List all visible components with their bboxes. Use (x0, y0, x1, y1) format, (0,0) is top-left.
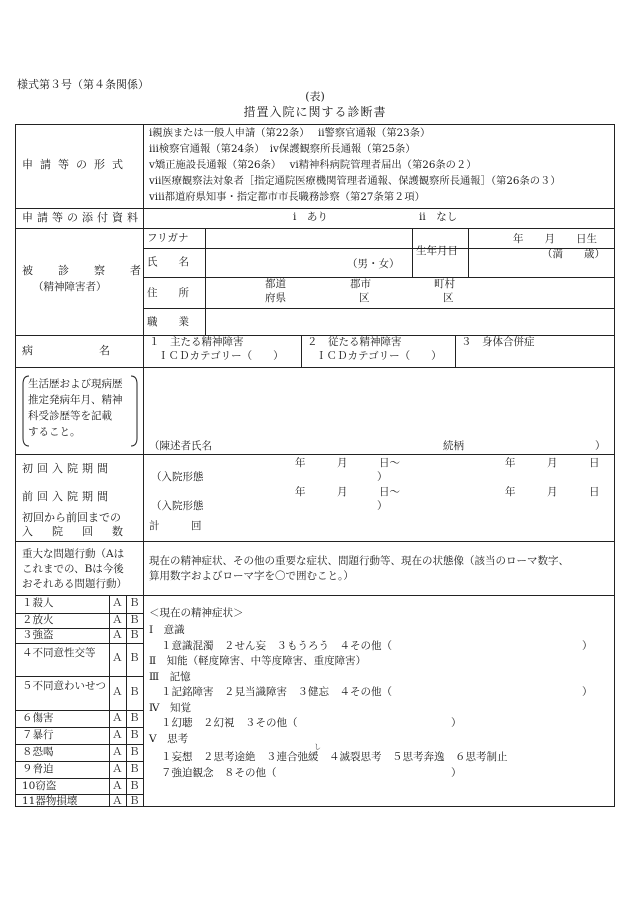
table-border (143, 124, 144, 807)
occupation-label: 職 業 (147, 316, 189, 328)
option-a: Ａ (112, 686, 123, 698)
problem-item: 11器物損壊 (22, 795, 78, 807)
diagnosis-form (15, 124, 615, 807)
problem-item: ４不同意性交等 (22, 647, 96, 659)
thought-items: １妄想 ２思考途絶 ３連合弛緩 ４滅裂思考 ５思考奔逸 ６思考制止 (161, 751, 508, 763)
option-a: Ａ (112, 712, 123, 724)
table-border (468, 228, 469, 278)
table-border (455, 335, 456, 367)
history-instruction-line: 科受診歴等を記載 (28, 410, 112, 422)
ruby-annotation: し (314, 743, 321, 751)
consciousness-title: Ⅰ 意識 (149, 624, 185, 636)
option-a: Ａ (112, 795, 123, 807)
consciousness-items: １意識混濁 ２せん妄 ３もうろう ４その他（ (161, 640, 392, 652)
problem-item: １殺人 (22, 597, 54, 609)
previous-admission-to: 年 月 日 (505, 486, 600, 498)
application-option: ⅲ検察官通報（第24条） ⅳ保護観察所長通報（第25条） (149, 143, 416, 155)
town-bottom: 区 (443, 292, 454, 304)
option-a: Ａ (112, 780, 123, 792)
narrator-name-label: （陳述者氏名 (149, 440, 212, 452)
option-a: Ａ (112, 629, 123, 641)
memory-items: １記銘障害 ２見当識障害 ３健忘 ４その他（ (161, 686, 392, 698)
table-border (15, 710, 143, 711)
thought-close: ） (451, 767, 462, 779)
sub-icd-category: ＩＣＤカテゴリー（ ） (316, 350, 442, 362)
age-field: （満 歳） (542, 248, 605, 260)
table-border (15, 727, 143, 728)
history-instruction-line: 生活歴および現病歴 (28, 378, 123, 390)
problem-item: ３強盗 (22, 629, 54, 641)
problem-behavior-header: これまでの、Bは今後 (22, 563, 124, 575)
physical-comorbidity: ３ 身体合併症 (461, 336, 535, 348)
table-border (412, 228, 413, 278)
option-b: Ｂ (129, 652, 140, 664)
first-admission-label: 初回入院期間 (22, 462, 112, 475)
table-border (15, 744, 143, 745)
table-border (15, 806, 615, 807)
problem-item: ５不同意わいせつ (22, 680, 106, 692)
memory-close: ） (582, 686, 593, 698)
form-number: 様式第３号（第４条関係） (17, 78, 149, 91)
first-admission-form-label: （入院形態 (151, 471, 204, 483)
table-border (15, 778, 143, 779)
option-a: Ａ (112, 652, 123, 664)
option-a: Ａ (112, 763, 123, 775)
table-border (15, 676, 143, 677)
table-border (15, 454, 615, 455)
prefecture-top: 都道 (265, 278, 286, 290)
current-symptoms-heading: ＜現在の精神症状＞ (149, 607, 244, 619)
table-border (126, 595, 127, 807)
admission-count-label: 入 院 回 数 (22, 525, 127, 538)
option-a: Ａ (112, 614, 123, 626)
previous-admission-form-label: （入院形態 (151, 500, 204, 512)
option-a: Ａ (112, 729, 123, 741)
consciousness-close: ） (582, 640, 593, 652)
option-a: Ａ (112, 597, 123, 609)
previous-admission-form-close: ） (377, 500, 388, 512)
option-b: Ｂ (129, 686, 140, 698)
application-option: ⅷ都道府県知事・指定都市市長職務診察（第27条第２項） (149, 191, 425, 203)
problem-item: 10窃盗 (22, 780, 57, 792)
table-border (15, 124, 16, 807)
table-border (15, 643, 143, 644)
option-b: Ｂ (129, 780, 140, 792)
option-b: Ｂ (129, 629, 140, 641)
form-side-label: (表) (305, 90, 325, 103)
relation-label: 続柄 (443, 440, 464, 452)
admission-count-label: 初回から前回までの (22, 511, 121, 524)
table-border (109, 595, 110, 807)
previous-admission-label: 前回入院期間 (22, 490, 112, 503)
application-option: ⅴ矯正施設長通報（第26条） ⅵ精神科病院管理者届出（第26条の２） (149, 159, 477, 171)
option-b: Ｂ (129, 795, 140, 807)
symptom-instructions: 算用数字およびローマ字を〇で囲むこと。） (149, 570, 354, 582)
table-border (15, 124, 615, 125)
first-admission-to: 年 月 日 (505, 457, 600, 469)
birthdate-field: 年 月 日生 (513, 233, 597, 245)
first-admission-from: 年 月 日～ (295, 457, 400, 469)
application-option: ⅶ医療観察法対象者［指定通院医療機関管理者通報、保護観察所長通報］（第26条の３） (149, 175, 561, 187)
intelligence-title: Ⅱ 知能（軽度障害、中等度障害、重度障害） (149, 655, 367, 667)
patient-sublabel: （精神障害者） (33, 281, 107, 293)
previous-admission-from: 年 月 日～ (295, 486, 400, 498)
sex-field: （男・女） (347, 258, 400, 270)
admission-count-field: 計 回 (149, 520, 202, 532)
town-top: 町村 (434, 278, 455, 290)
prefecture-bottom: 府県 (265, 292, 286, 304)
option-b: Ｂ (129, 763, 140, 775)
table-border (15, 228, 615, 229)
table-border (15, 208, 615, 209)
option-b: Ｂ (129, 597, 140, 609)
application-type-label: 申請等の形式 (22, 158, 130, 171)
address-label: 住 所 (147, 287, 189, 299)
problem-item: ２放火 (22, 614, 54, 626)
furigana-label: フリガナ (147, 232, 189, 244)
table-border (15, 761, 143, 762)
table-border (15, 367, 615, 368)
problem-behavior-header: 重大な問題行動（Aは (22, 548, 125, 560)
option-a: Ａ (112, 746, 123, 758)
problem-item: ９脅迫 (22, 763, 54, 775)
table-border (301, 335, 302, 367)
memory-title: Ⅲ 記憶 (149, 671, 191, 683)
name-label: 氏 名 (147, 256, 189, 268)
history-instruction-line: すること。 (28, 426, 81, 438)
table-border (15, 541, 615, 542)
table-border (143, 308, 615, 309)
history-instruction-line: 推定発病年月、精神 (28, 394, 123, 406)
table-border (205, 228, 206, 335)
problem-behavior-header: おそれある問題行動） (22, 578, 127, 590)
sub-disorder: ２ 従たる精神障害 (307, 336, 402, 348)
first-admission-form-close: ） (377, 471, 388, 483)
patient-label: 被 診 察 者 (22, 264, 148, 277)
perception-close: ） (451, 717, 462, 729)
page-title: 措置入院に関する診断書 (243, 105, 387, 119)
city-bottom: 区 (359, 292, 370, 304)
birthdate-label: 生年月日 (416, 245, 458, 257)
thought-title: Ⅴ 思考 (149, 733, 189, 745)
attachment-yes-option: ⅰ あり (293, 211, 328, 223)
option-b: Ｂ (129, 746, 140, 758)
symptom-instructions: 現在の精神症状、その他の重要な症状、問題行動等、現在の状態像（該当のローマ数字、 (149, 555, 569, 567)
table-border (143, 277, 615, 278)
disease-label: 病 名 (22, 344, 110, 357)
table-border (15, 595, 615, 596)
attachment-no-option: ⅱ なし (419, 211, 458, 223)
option-b: Ｂ (129, 729, 140, 741)
table-border (614, 124, 615, 807)
narrator-close: ） (595, 440, 606, 452)
thought-items: ７強迫観念 ８その他（ (161, 767, 277, 779)
option-b: Ｂ (129, 614, 140, 626)
main-icd-category: ＩＣＤカテゴリー（ ） (158, 350, 284, 362)
problem-item: ８恐喝 (22, 746, 54, 758)
problem-item: ６傷害 (22, 712, 54, 724)
problem-item: ７暴行 (22, 729, 54, 741)
city-top: 郡市 (350, 278, 371, 290)
main-disorder: １ 主たる精神障害 (149, 336, 244, 348)
perception-items: １幻聴 ２幻視 ３その他（ (161, 717, 298, 729)
option-b: Ｂ (129, 712, 140, 724)
application-option: ⅰ親族または一般人申請（第22条） ⅱ警察官通報（第23条） (149, 127, 431, 139)
attachment-label: 申請等の添付資料 (22, 211, 142, 224)
perception-title: Ⅳ 知覚 (149, 702, 191, 714)
